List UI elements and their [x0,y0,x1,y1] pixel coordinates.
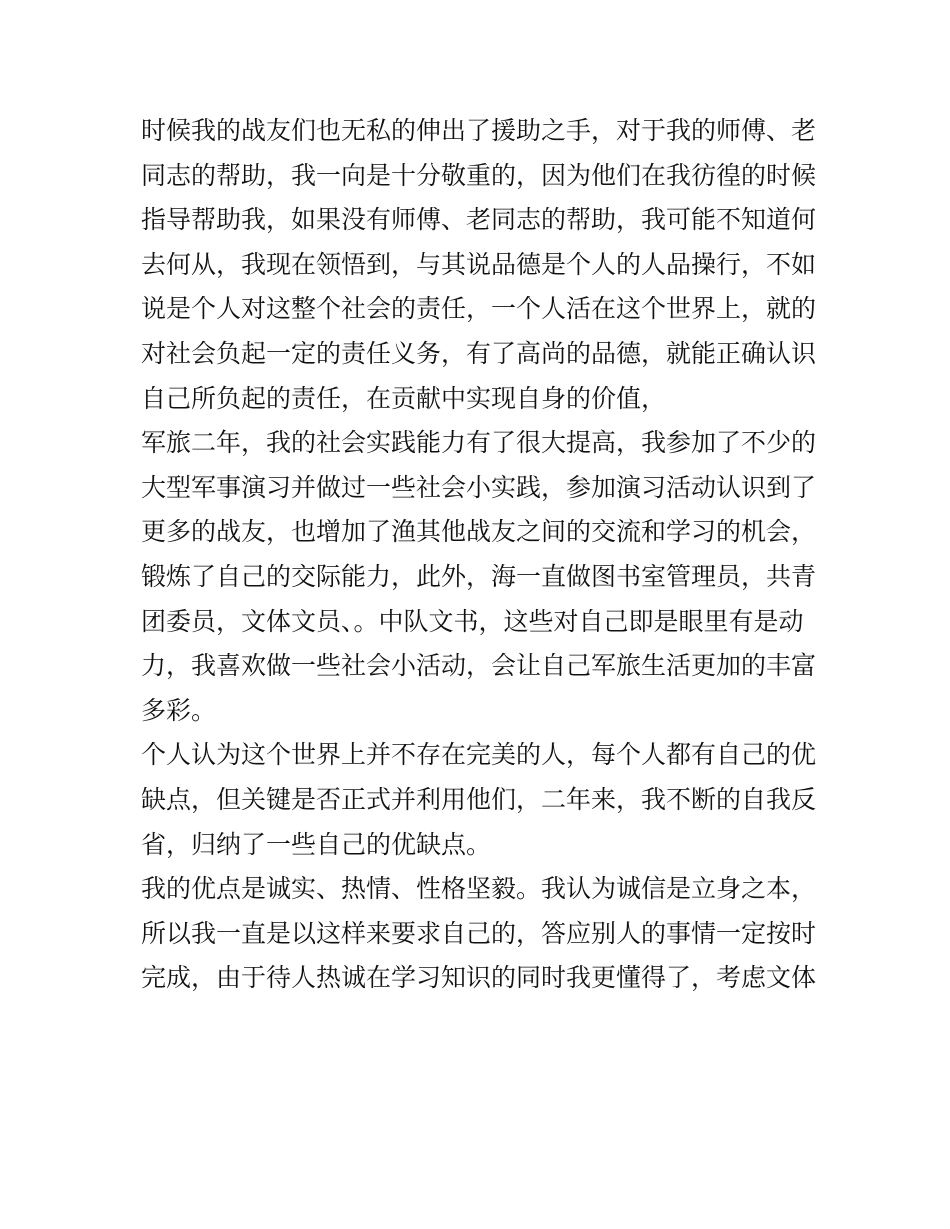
text-line: 去何从，我现在领悟到，与其说品德是个人的人品操行，不如 [141,249,817,279]
document-body [141,109,821,1001]
text-line: 多彩。 [141,695,217,725]
text-line: 军旅二年，我的社会实践能力有了很大提高，我参加了不少的 [141,428,817,458]
text-line: 省，归纳了一些自己的优缺点。 [141,829,492,859]
text-line: 所以我一直是以这样来要求自己的，答应别人的事情一定按时 [141,918,817,948]
text-line: 自己所负起的责任，在贡献中实现自身的价值， [141,383,667,413]
text-line: 更多的战友，也增加了渔其他战友之间的交流和学习的机会， [141,517,817,547]
text-line: 完成，由于待人热诚在学习知识的同时我更懂得了，考虑文体 [141,963,817,993]
text-line: 个人认为这个世界上并不存在完美的人，每个人都有自己的优 [141,740,817,770]
text-line: 力，我喜欢做一些社会小活动，会让自己军旅生活更加的丰富 [141,651,817,681]
text-line: 大型军事演习并做过一些社会小实践，参加演习活动认识到了 [141,472,817,502]
text-line: 团委员，文体文员、。中队文书，这些对自己即是眼里有是动 [141,606,804,636]
text-line: 我的优点是诚实、热情、性格坚毅。我认为诚信是立身之本， [141,874,817,904]
text-line: 指导帮助我，如果没有师傅、老同志的帮助，我可能不知道何 [141,205,817,235]
text-line: 缺点，但关键是否正式并利用他们，二年来，我不断的自我反 [141,784,817,814]
text-line: 锻炼了自己的交际能力，此外，海一直做图书室管理员，共青 [141,561,817,591]
text-line: 说是个人对这整个社会的责任，一个人活在这个世界上，就的 [141,294,817,324]
text-line: 同志的帮助，我一向是十分敬重的，因为他们在我彷徨的时候 [141,160,817,190]
text-line: 时候我的战友们也无私的伸出了援助之手，对于我的师傅、老 [141,116,817,145]
text-line: 对社会负起一定的责任义务，有了高尚的品德，就能正确认识 [141,338,817,368]
